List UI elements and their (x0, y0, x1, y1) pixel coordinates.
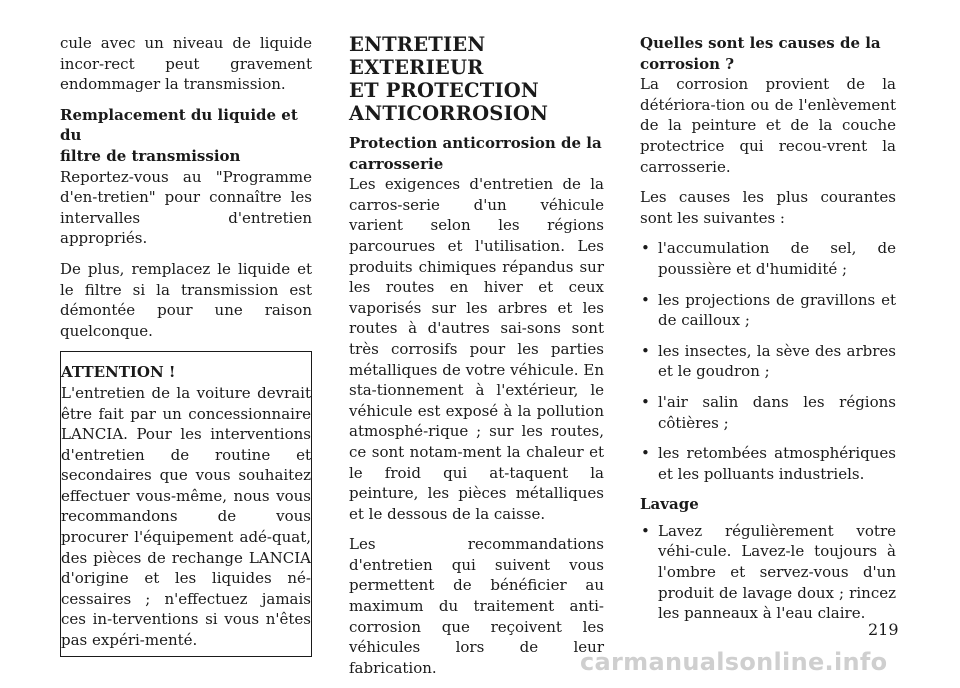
right-column (640, 33, 896, 634)
watermark: carmanualsonline.info (580, 648, 888, 676)
bullet-icon: • (641, 521, 650, 540)
list-item (640, 290, 896, 331)
causes-heading-line1: Quelles sont les causes de la (640, 34, 881, 52)
bullet-icon: • (641, 341, 650, 360)
causes-heading (640, 33, 896, 74)
bullet-icon: • (641, 444, 650, 463)
list-item-text: les insectes, la sève des arbres et le goudron ; (658, 341, 896, 381)
list-item (640, 443, 896, 484)
transmission-heading (60, 105, 312, 167)
causes-heading-line2: corrosion ? (640, 54, 735, 73)
list-item (640, 238, 896, 279)
section-title-line2: ET PROTECTION (349, 79, 539, 102)
bullet-icon: • (641, 392, 650, 411)
list-item (640, 521, 896, 624)
middle-column (349, 33, 604, 688)
list-item-text: les retombées atmosphériques et les polluants industriels. (658, 444, 896, 483)
transmission-body: Reportez-vous au "Programme d'en-tretien" pour connaître les intervalles d'entretien appropriés. (60, 167, 312, 248)
transmission-heading-line2: filtre de transmission (60, 146, 241, 165)
list-item-text: les projections de gravillons et de cailloux ; (658, 290, 896, 330)
warning-title: ATTENTION ! (61, 363, 176, 382)
causes-para2: Les causes les plus courantes sont les suivantes : (640, 188, 896, 227)
list-item (640, 392, 896, 433)
list-item (640, 341, 896, 382)
anticorrosion-para1: Les exigences d'entretien de la carros-serie d'un véhicule varient selon les régions parcourues et l'utilisation. Les produits chimiques répandus sur les routes en hiver et ceux vaporisés sur les arbres et les routes à d'autres sai-sons sont très corrosifs pour les parties métalliques de votre véhicule. En sta-tionnement à l'extérieur, le véhicule est exposé à la pollution atmosphé-rique ; sur les routes, ce sont notam-ment la chaleur et le froid qui at-taquent la peinture, les pièces métalliques et le dessous de la caisse. (349, 175, 604, 523)
anticorrosion-subheading (349, 133, 604, 174)
anticorrosion-para2: Les recommandations d'entretien qui suivent vous permettent de bénéficier au maximum du traitement anti-corrosion que reçoivent les véhicules lors de leur fabrication. (349, 535, 604, 677)
list-item-text: l'air salin dans les régions côtières ; (658, 392, 896, 432)
list-item-text: Lavez régulièrement votre véhi-cule. Lavez-le toujours à l'ombre et servez-vous d'un produit de lavage doux ; rincez les panneaux à l'eau claire. (658, 521, 896, 623)
page-number: 219 (868, 620, 899, 639)
section-title-line3: ANTICORROSION (349, 102, 549, 125)
lavage-list (640, 521, 896, 624)
causes-list (640, 238, 896, 484)
section-title (349, 33, 604, 125)
transmission-para2: De plus, remplacez le liquide et le filtre si la transmission est démontée pour une raison quelconque. (60, 259, 312, 340)
warning-body: L'entretien de la voiture devrait être fait par un concessionnaire LANCIA. Pour les interventions d'entretien de routine et secondaires que vous souhaitez effectuer vous-même, nous vous recommandons de vous procurer l'équipement adé-quat, des pièces de rechange LANCIA d'origine et les liquides né-cessaires ; n'effectuez jamais ces in-terventions si vous n'êtes pas expéri-menté. (61, 383, 311, 650)
anticorrosion-subheading-line1: Protection anticorrosion de la (349, 134, 602, 152)
left-column (60, 33, 312, 657)
bullet-icon: • (641, 290, 650, 309)
bullet-icon: • (641, 239, 650, 258)
warning-box (60, 351, 312, 656)
anticorrosion-subheading-line2: carrosserie (349, 154, 444, 173)
section-title-line1: ENTRETIEN EXTERIEUR (349, 33, 486, 79)
transmission-heading-line1: Remplacement du liquide et du (60, 105, 298, 145)
causes-para1: La corrosion provient de la détériora-tion ou de l'enlèvement de la peinture et de la couche protectrice qui recou-vrent la carrosserie. (640, 75, 896, 176)
intro-paragraph: cule avec un niveau de liquide incor-rect peut gravement endommager la transmission. (60, 34, 312, 94)
list-item-text: l'accumulation de sel, de poussière et d'humidité ; (658, 239, 896, 278)
lavage-heading: Lavage (640, 495, 699, 514)
